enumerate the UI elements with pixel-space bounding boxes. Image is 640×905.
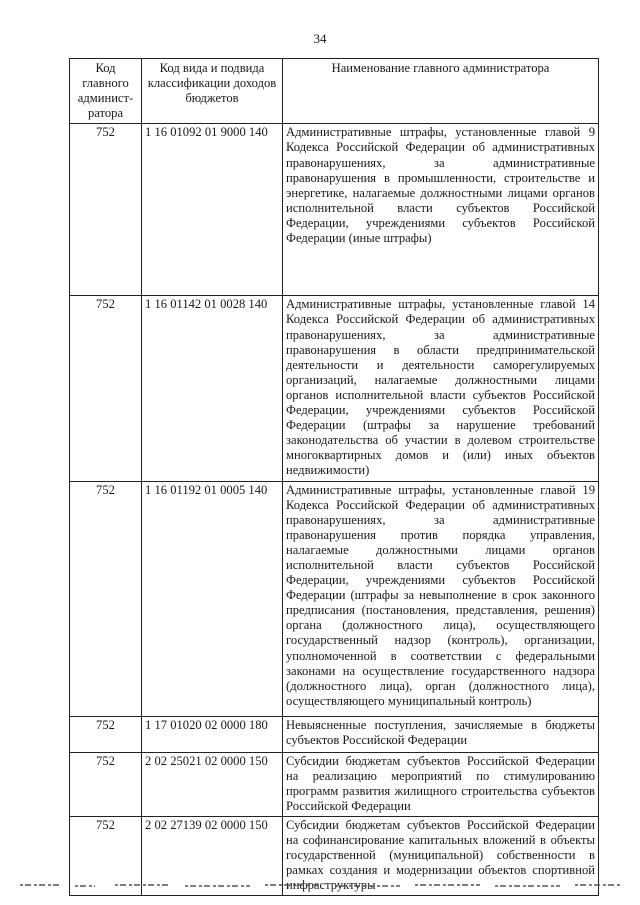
kbk-cell: 1 16 01142 01 0028 140 xyxy=(142,296,283,481)
table-row xyxy=(70,716,599,752)
header-admin-code: Код главного админист-ратора xyxy=(70,59,142,124)
kbk-cell: 2 02 27139 02 0000 150 xyxy=(142,816,283,895)
page-number: 34 xyxy=(313,31,327,46)
name-cell: Административные штрафы, установленные главой 14 Кодекса Российской Федерации об административных правонарушениях, за административные правонарушения в области предпринимательской деятельности и деятельности саморегулируемых организаций, налагаемые должностными лицами органов исполнительной власти субъектов Российской Федерации, учреждениями субъектов Российской Федерации (штрафы за нарушение требований законодательства об участии в долевом строительстве многоквартирных домов и (или) иных объектов недвижимости) xyxy=(283,296,599,481)
admin-code-cell: 752 xyxy=(70,296,142,481)
admin-code-cell: 752 xyxy=(70,816,142,895)
table-row xyxy=(70,296,599,481)
income-codes-table xyxy=(69,58,599,896)
kbk-cell: 1 17 01020 02 0000 180 xyxy=(142,716,283,752)
table-header-row xyxy=(70,59,599,124)
kbk-cell: 1 16 01192 01 0005 140 xyxy=(142,481,283,716)
scan-edge-artifact xyxy=(20,882,620,888)
table-row xyxy=(70,124,599,296)
admin-code-cell: 752 xyxy=(70,481,142,716)
name-cell: Невыясненные поступления, зачисляемые в бюджеты субъектов Российской Федерации xyxy=(283,716,599,752)
header-admin-name: Наименование главного администратора xyxy=(283,59,599,124)
admin-code-cell: 752 xyxy=(70,716,142,752)
table-row xyxy=(70,481,599,716)
admin-code-cell: 752 xyxy=(70,124,142,296)
header-kbk: Код вида и подвида классификации доходов бюджетов xyxy=(142,59,283,124)
name-cell: Административные штрафы, установленные главой 9 Кодекса Российской Федерации об административных правонарушениях, за административные правонарушения в промышленности, строительстве и энергетике, налагаемые должностными лицами органов исполнительной власти субъектов Российской Федерации, учреждениями субъектов Российской Федерации (иные штрафы) xyxy=(283,124,599,296)
name-cell: Субсидии бюджетам субъектов Российской Федерации на софинансирование капитальных вложений в объекты государственной (муниципальной) собственности в рамках создания и модернизации объектов спортивной инфраструктуры xyxy=(283,816,599,895)
table-row xyxy=(70,752,599,816)
name-cell: Субсидии бюджетам субъектов Российской Федерации на реализацию мероприятий по стимулированию программ развития жилищного строительства субъектов Российской Федерации xyxy=(283,752,599,816)
admin-code-cell: 752 xyxy=(70,752,142,816)
kbk-cell: 2 02 25021 02 0000 150 xyxy=(142,752,283,816)
name-cell: Административные штрафы, установленные главой 19 Кодекса Российской Федерации об административных правонарушениях, за административные правонарушения против порядка управления, налагаемые должностными лицами органов исполнительной власти субъектов Российской Федерации, учреждениями субъектов Российской Федерации (штрафы за невыполнение в срок законного предписания (постановления, представления, решения) органа (должностного лица), осуществляющего государственный надзор (контроль), организации, уполномоченной в соответствии с федеральными законами на осуществление государственного надзора (должностного лица), орган (должностного лица), осуществляющего муниципальный контроль) xyxy=(283,481,599,716)
kbk-cell: 1 16 01092 01 9000 140 xyxy=(142,124,283,296)
